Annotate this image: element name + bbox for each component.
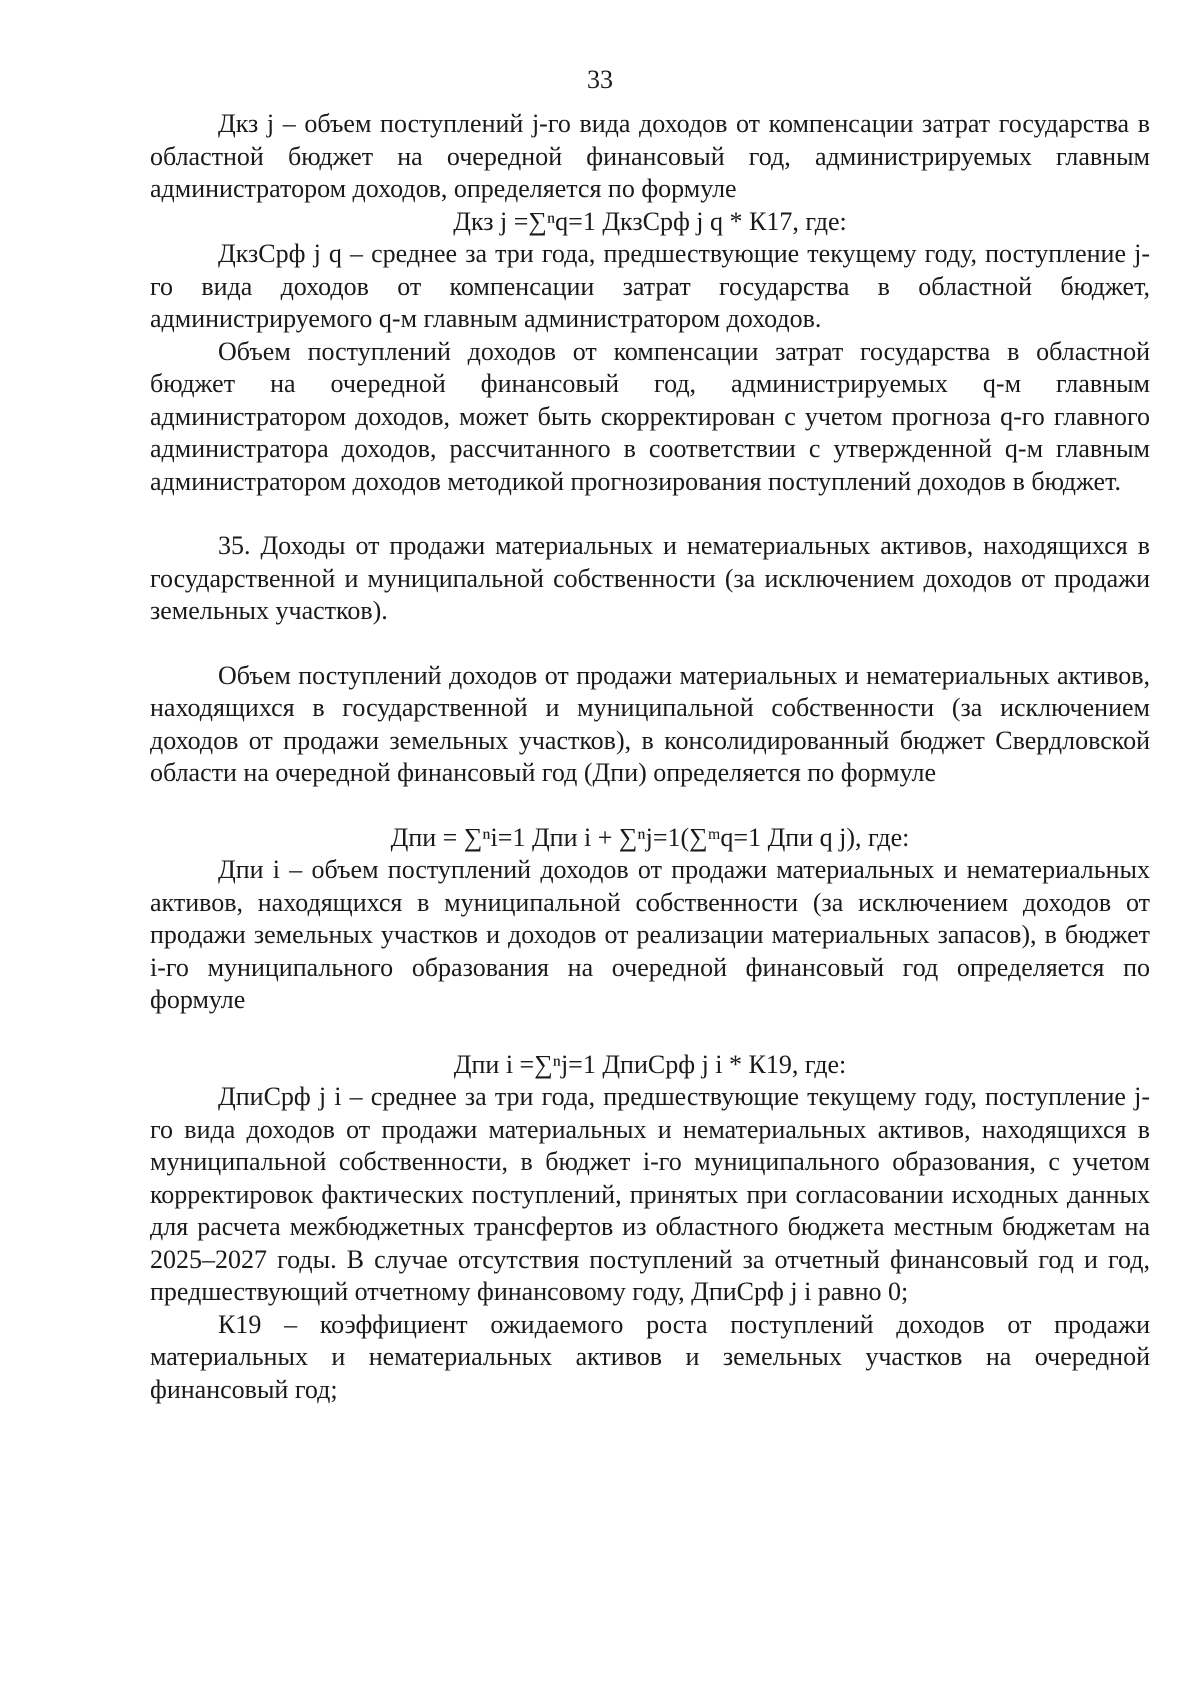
- paragraph: Объем поступлений доходов от продажи материальных и нематериальных активов, находящихся в государственной и муниципальной собственности (за исключением доходов от продажи земельных участков), в консолидированный бюджет Свердловской области на очередной финансовый год (Дпи) определяется по формуле: [150, 660, 1150, 787]
- paragraph: К19 – коэффициент ожидаемого роста поступлений доходов от продажи материальных и нематериальных активов и земельных участков на очередной финансовый год;: [150, 1309, 1150, 1404]
- paragraph-gap: [150, 1017, 1150, 1049]
- formula: Дпи i =∑ⁿj=1 ДпиСрф j i * К19, где:: [453, 1049, 847, 1079]
- paragraph: ДкзСрф j q – среднее за три года, предшествующие текущему году, поступление j-го вида доходов от компенсации затрат государства в областной бюджет, администрируемого q-м главным администратором доходов.: [150, 239, 1150, 333]
- paragraph: ДпиСрф j i – среднее за три года, предшествующие текущему году, поступление j-го вида доходов от продажи материальных и нематериальных активов, находящихся в муниципальной собственности, в бюджет i-го муниципального образования, с учетом корректировок фактических поступлений, принятых при согласовании исходных данных для расчета межбюджетных трансфертов из областного бюджета местным бюджетам на 2025–2027 годы. В случае отсутствия поступлений за отчетный финансовый год и год, предшествующий отчетному финансовому году, ДпиСрф j i равно 0;: [150, 1082, 1150, 1306]
- formula: Дкз j =∑ⁿq=1 ДкзСрф j q * К17, где:: [453, 206, 847, 236]
- paragraph: 35. Доходы от продажи материальных и нематериальных активов, находящихся в государственной и муниципальной собственности (за исключением доходов от продажи земельных участков).: [150, 531, 1150, 625]
- paragraph-gap: [150, 628, 1150, 660]
- paragraph: Дкз j – объем поступлений j-го вида доходов от компенсации затрат государства в областной бюджет на очередной финансовый год, администрируемых главным администратором доходов, определяется по формуле: [150, 109, 1150, 203]
- page-number: 33: [587, 65, 613, 94]
- paragraph-gap: [150, 498, 1150, 530]
- document-body: [150, 108, 1150, 1406]
- formula: Дпи = ∑ⁿi=1 Дпи i + ∑ⁿj=1(∑ᵐq=1 Дпи q j), где:: [390, 822, 910, 852]
- paragraph: Объем поступлений доходов от компенсации затрат государства в областной бюджет на очередной финансовый год, администрируемых q-м главным администратором доходов, может быть скорректирован с учетом прогноза q-го главного администратора доходов, рассчитанного в соответствии с утвержденной q-м главным администратором доходов методикой прогнозирования поступлений доходов в бюджет.: [150, 336, 1150, 496]
- paragraph-gap: [150, 790, 1150, 822]
- paragraph: Дпи i – объем поступлений доходов от продажи материальных и нематериальных активов, находящихся в муниципальной собственности (за исключением доходов от продажи земельных участков и доходов от реализации материальных запасов), в бюджет i-го муниципального образования на очередной финансовый год определяется по формуле: [150, 855, 1150, 1014]
